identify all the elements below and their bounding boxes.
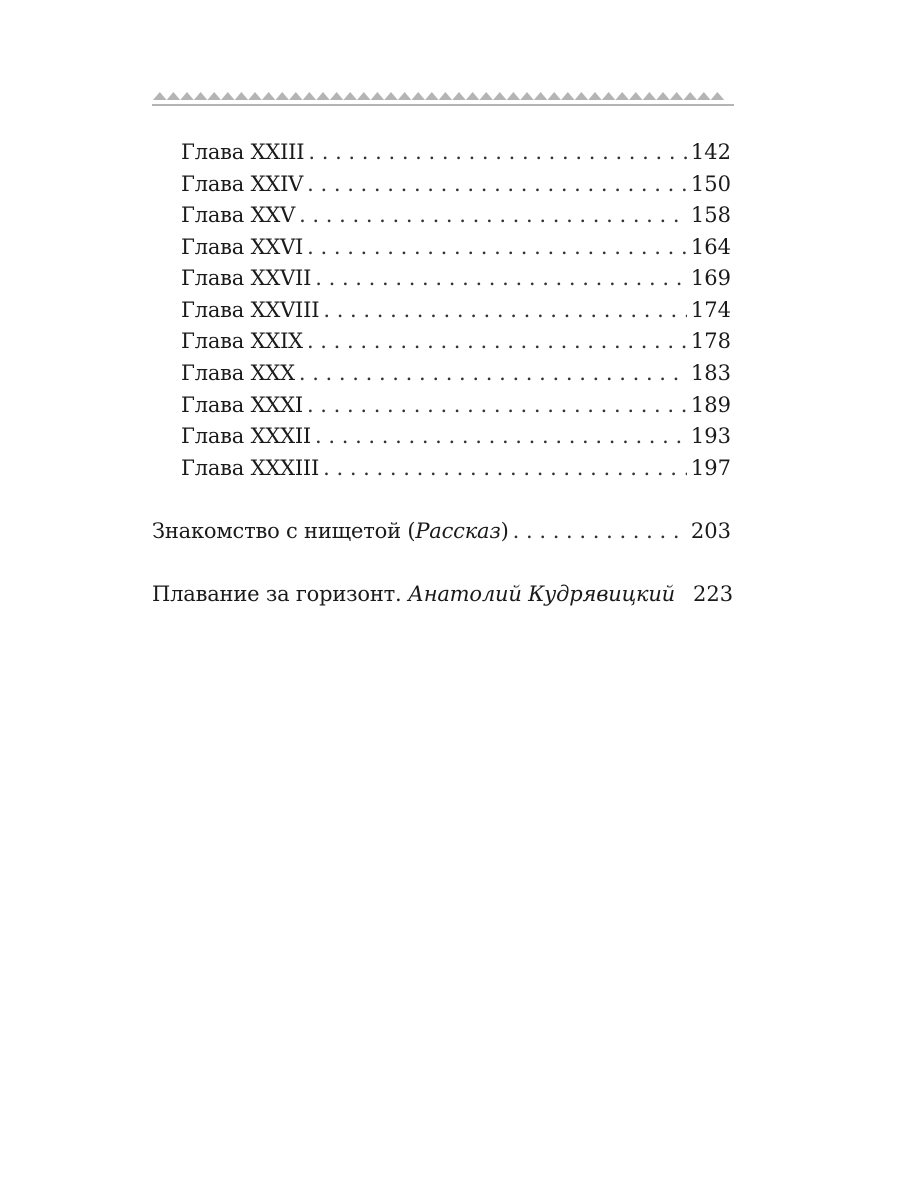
dot-leader [323, 454, 687, 482]
toc-entry-label: Глава XXIV [181, 172, 304, 196]
toc-entry-genre: Рассказ [415, 519, 501, 543]
dot-leader [308, 138, 687, 166]
toc-page-number: 193 [690, 424, 731, 448]
toc-page-number: 174 [690, 298, 731, 322]
toc-page-number: 189 [690, 393, 731, 417]
toc-entry-suffix: ) [500, 519, 509, 543]
toc-entry-chapter-24 [181, 170, 731, 198]
toc-entry-chapter-29 [181, 327, 731, 355]
dot-leader [299, 359, 687, 387]
toc-page-number: 142 [690, 140, 731, 164]
toc-entry-label: Глава XXVI [181, 235, 304, 259]
toc-page-number: 164 [690, 235, 731, 259]
toc-entry-label: Глава XXIX [181, 329, 303, 353]
toc-entry-author: Анатолий Кудрявицкий [408, 582, 676, 606]
toc-page-number: 178 [690, 329, 731, 353]
toc-page-number: 223 [693, 582, 734, 606]
toc-entry-label: Глава XXIII [181, 140, 305, 164]
dot-leader [307, 233, 687, 261]
toc-entry-chapter-27 [181, 264, 731, 292]
toc-entry-label: Глава XXVII [181, 266, 312, 290]
dot-leader [315, 264, 687, 292]
toc-entry-chapter-31 [181, 391, 731, 419]
toc-page-number: 169 [690, 266, 731, 290]
toc-entry-chapter-32 [181, 422, 731, 450]
dot-leader [307, 170, 687, 198]
toc-entry-label [152, 517, 509, 545]
toc-page-number: 158 [690, 203, 731, 227]
toc-entry-chapter-26 [181, 233, 731, 261]
dot-leader [323, 296, 687, 324]
toc-entry-chapter-23 [181, 138, 731, 166]
toc-entry-afterword [152, 580, 734, 608]
zigzag-ornament-icon [152, 90, 734, 108]
toc-page-number: 197 [690, 456, 731, 480]
toc-entry-chapter-30 [181, 359, 731, 387]
toc-entry-chapter-33 [181, 454, 731, 482]
toc-entry-title: Плавание за горизонт. [152, 582, 409, 606]
toc-entry-label: Глава XXXII [181, 424, 312, 448]
toc-page-number: 150 [690, 172, 731, 196]
toc-entry-title: Знакомство с нищетой ( [152, 519, 416, 543]
dot-leader [307, 391, 687, 419]
toc-entry-label: Глава XXXIII [181, 456, 320, 480]
toc-entry-label: Глава XXV [181, 203, 296, 227]
toc-entry-chapter-25 [181, 201, 731, 229]
toc-entry-story [152, 517, 731, 545]
dot-leader [299, 201, 687, 229]
toc-page-number: 203 [690, 519, 731, 543]
toc-entry-label: Глава XXX [181, 361, 295, 385]
dot-leader [315, 422, 687, 450]
toc-entry-label: Глава XXVIII [181, 298, 320, 322]
toc-page-number: 183 [690, 361, 731, 385]
dot-leader [513, 517, 687, 545]
toc-entry-label: Глава XXXI [181, 393, 303, 417]
toc-entry-label [152, 580, 675, 608]
toc-entry-chapter-28 [181, 296, 731, 324]
dot-leader [307, 327, 687, 355]
